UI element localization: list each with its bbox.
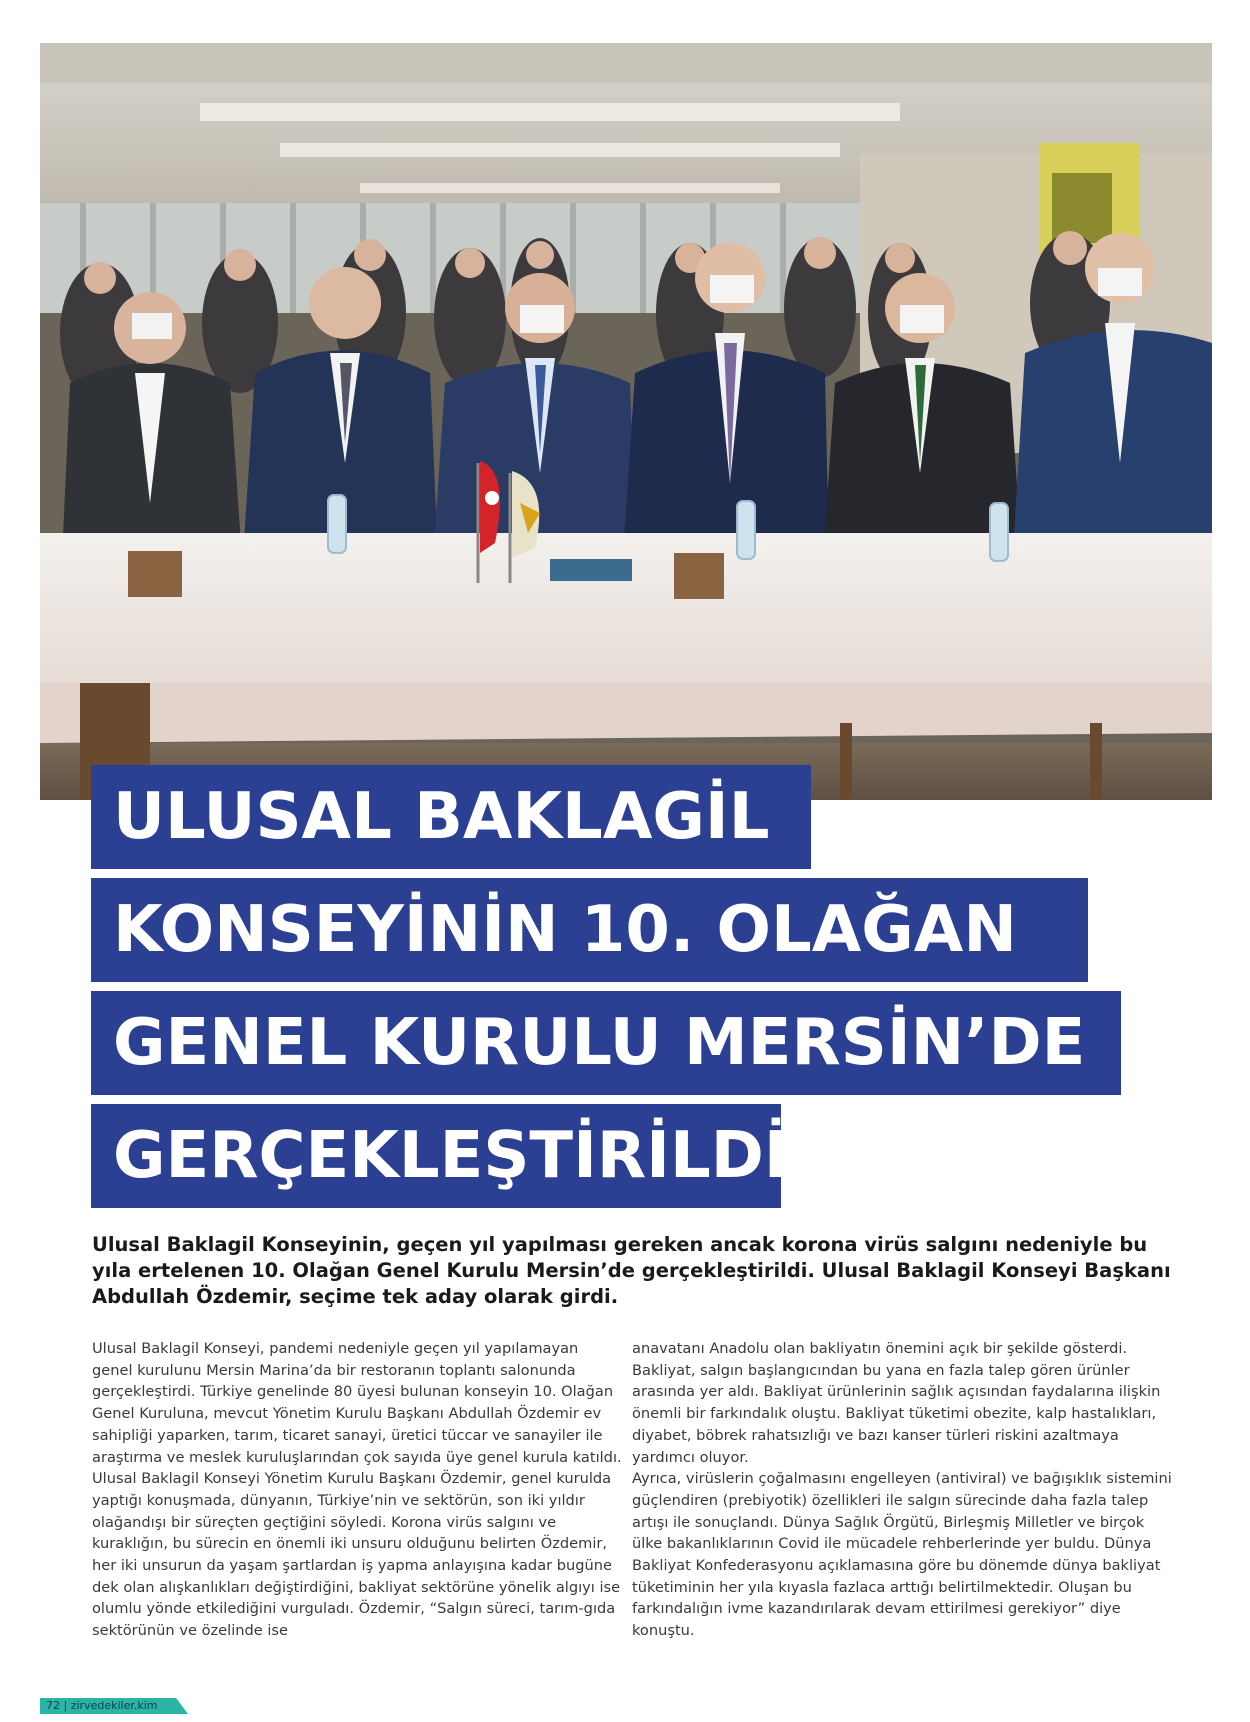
body-column-left — [92, 1338, 622, 1642]
lead-paragraph: Ulusal Baklagil Konseyinin, geçen yıl yapılması gereken ancak korona virüs salgını nedeniyle bu yıla ertelenen 10. Olağan Genel Kurulu Mersin’de gerçekleştirildi. Ulusal Baklagil Konseyi Başkanı Abdullah Özdemir, seçime tek aday olarak girdi. — [92, 1233, 1171, 1308]
headline-line-4: GERÇEKLEŞTİRİLDİ — [91, 1104, 781, 1208]
footer-separator: | — [63, 1699, 68, 1712]
body-paragraph: Ulusal Baklagil Konseyi, pandemi nedeniyle geçen yıl yapılamayan genel kurulunu Mersin Marina’da bir restoranın toplantı salonunda gerçekleştirdi. Türkiye genelinde 80 üyesi bulunan konseyin 10. Olağan Genel Kuruluna, mevcut Yönetim Kurulu Başkanı Abdullah Özdemir ev sahipliği yaparken, tarım, ticaret sanayi, üretici tüccar ve sanayiler ile araştırma ve meslek kuruluşlarından çok sayıda üye genel kurula katıldı. Ulusal Baklagil Konseyi Yönetim Kurulu Başkanı Özdemir, genel kurulda yaptığı konuşmada, dünyanın, Türkiye’nin ve sektörün, son iki yıldır olağandışı bir süreçten geçtiğini söyledi. Korona virüs salgını ve kuraklığın, bu sürecin en önemli iki unsuru olduğunu belirten Özdemir, her iki unsurun da yaşam şartlardan iş yapma anlayışına kadar bugüne dek olan alışkanlıkları değiştirdiğini, bakliyat sektörüne yönelik algıyı ise olumlu yönde etkilediğini vurguladı. Özdemir, “Salgın süreci, tarım-gıda sektörünün ve özelinde ise — [92, 1340, 622, 1640]
body-column-right — [632, 1338, 1172, 1642]
headline-line-3: GENEL KURULU MERSİN’DE — [91, 991, 1121, 1095]
footer-site: zirvedekiler.kim — [70, 1699, 158, 1712]
event-photo — [40, 43, 1212, 800]
page-footer — [40, 1698, 188, 1716]
headline-line-2: KONSEYİNİN 10. OLAĞAN — [91, 878, 1088, 982]
body-paragraph: anavatanı Anadolu olan bakliyatın önemini açık bir şekilde gösterdi. Bakliyat, salgın başlangıcından bu yana en fazla talep gören ürünler arasında yer aldı. Bakliyat ürünlerinin sağlık açısından faydalarına ilişkin önemli bir farkındalık oluştu. Bakliyat tüketimi obezite, kalp hastalıkları, diyabet, böbrek rahatsızlığı ve bazı kanser türleri riskini azaltmaya yardımcı oluyor. — [632, 1340, 1161, 1466]
meeting-hall-illustration — [40, 43, 1212, 800]
footer-text — [46, 1699, 158, 1713]
body-paragraph: Ayrıca, virüslerin çoğalmasını engelleyen (antiviral) ve bağışıklık sistemini güçlendiren (prebiyotik) özellikleri ile salgın sürecinde daha fazla talep artışı ile sonuçlandı. Dünya Sağlık Örgütü, Birleşmiş Milletler ve birçok ülke bakanlıklarının Covid ile mücadele rehberlerinde yer buldu. Dünya Bakliyat Konfederasyonu açıklamasına göre bu dönemde dünya bakliyat tüketiminin her yıla kıyasla fazlaca arttığı belirtilmektedir. Oluşan bu farkındalığın ivme kazandırılarak devam ettirilmesi gerekiyor” diye konuştu. — [632, 1470, 1172, 1640]
page-number: 72 — [46, 1699, 60, 1712]
headline-line-1: ULUSAL BAKLAGİL — [91, 765, 811, 869]
